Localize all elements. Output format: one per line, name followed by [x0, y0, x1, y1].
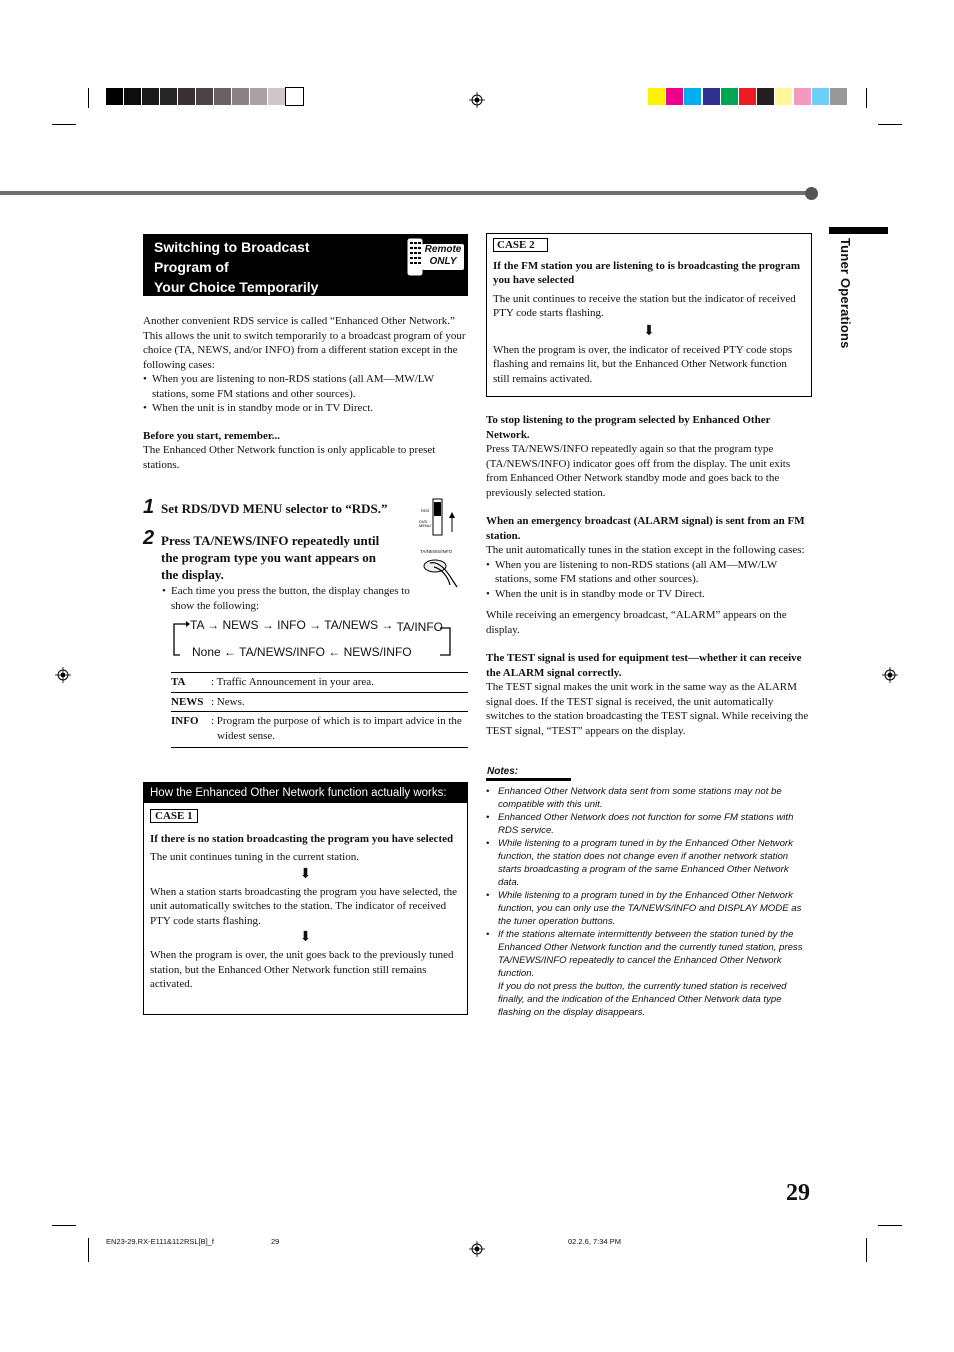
note-item: • While listening to a program tuned in by the Enhanced Other Network function, the station does not change even if another network station starts broadcasting a program of the same Enhanced Other Network data.	[486, 837, 812, 889]
test-text: The TEST signal makes the unit work in the same way as the ALARM signal does. If the TEST signal is received, the unit automatically switches to the station broadcasting the TEST signal. While receiving the TEST signal, “TEST” appears on the display.	[486, 681, 809, 737]
arrow-right-icon: →	[309, 618, 325, 632]
list-item: • When you are listening to non-RDS stations (all AM—MW/LW stations, some FM stations and other sources).	[486, 558, 812, 587]
stop-heading: To stop listening to the program selected by Enhanced Other Network.	[486, 414, 771, 441]
case-paragraph: When the program is over, the indicator of received PTY code stops flashing and remains lit, but the Enhanced Other Network function still remains activated.	[493, 343, 793, 385]
calibration-swatch	[757, 88, 774, 105]
calibration-swatch	[666, 88, 683, 105]
step2-bullet	[162, 584, 422, 613]
calibration-swatch	[684, 88, 701, 105]
note-extra: If you do not press the button, the currently tuned station is received finally, and the indication of the Enhanced Other Network data type flashing on the display disappears.	[498, 981, 787, 1018]
definition-desc: : Program the purpose of which is to impart advice in the widest sense.	[211, 715, 462, 742]
cycle-item: NEWS	[222, 618, 259, 632]
alarm-text: The unit automatically tunes in the station except in the following cases:	[486, 544, 805, 556]
arrow-right-icon: →	[207, 618, 223, 632]
alarm-heading: When an emergency broadcast (ALARM signal) is sent from an FM station.	[486, 515, 805, 542]
calibration-swatch	[794, 88, 811, 105]
how-box-header: How the Enhanced Other Network function actually works:	[144, 783, 467, 803]
definition-desc: : Traffic Announcement in your area.	[211, 676, 374, 688]
registration-mark-icon	[882, 667, 898, 683]
notes-title: Notes:	[486, 766, 571, 781]
definition-desc: : News.	[211, 695, 245, 708]
calibration-swatch	[648, 88, 665, 105]
table-row	[171, 693, 468, 713]
list-item: • When you are listening to non-RDS stations (all AM—MW/LW stations, some FM stations and other sources).	[143, 372, 468, 401]
definition-term: INFO	[171, 715, 199, 727]
calibration-swatch	[106, 88, 123, 105]
cycle-item: TA/NEWS	[324, 618, 379, 632]
list-item: • When the unit is in standby mode or TV Direct.	[486, 587, 812, 602]
crop-mark	[866, 88, 867, 108]
remote-badge-line: Remote	[424, 244, 462, 255]
finger-press-icon	[420, 555, 460, 589]
step-number: 1	[143, 496, 155, 518]
registration-mark-icon	[469, 1241, 485, 1257]
case-heading: If there is no station broadcasting the program you have selected	[150, 832, 454, 845]
cycle-item: TA/NEWS/INFO	[239, 645, 325, 659]
case-paragraph: When the program is over, the unit goes back to the previously tuned station, but the Enhanced Other Network function still remains activated.	[150, 949, 454, 990]
arrow-down-icon: ⬇	[299, 930, 312, 945]
calibration-swatch	[214, 88, 231, 105]
svg-text:MENU: MENU	[419, 523, 431, 528]
calibration-swatch	[830, 88, 847, 105]
remote-only-badge	[422, 244, 464, 270]
calibration-swatch	[250, 88, 267, 105]
calibration-swatch	[286, 88, 303, 105]
definition-term: TA	[171, 676, 186, 688]
footer-file: EN23-29.RX-E111&112RSL[B]_f	[106, 1237, 214, 1246]
footer-page: 29	[271, 1237, 280, 1246]
calibration-swatch	[160, 88, 177, 105]
page-number: 29	[786, 1180, 810, 1206]
crop-mark	[88, 88, 89, 108]
button-label: TA/NEWS/INFO	[420, 549, 453, 554]
before-heading: Before you start, remember...	[143, 429, 280, 442]
section-title-line: Program of	[154, 259, 229, 275]
calibration-swatch	[703, 88, 720, 105]
arrow-down-icon: ⬇	[643, 323, 655, 339]
footer-date: 02.2.6, 7:34 PM	[568, 1237, 621, 1246]
intro-paragraph: Another convenient RDS service is called “Enhanced Other Network.”	[143, 315, 455, 327]
crop-mark	[52, 124, 76, 125]
calibration-swatch	[196, 88, 213, 105]
calibration-swatch	[124, 88, 141, 105]
rds-dvd-selector-icon	[416, 494, 458, 538]
right-text-block	[486, 413, 812, 738]
calibration-swatch	[142, 88, 159, 105]
step-text: Set RDS/DVD MENU selector to “RDS.”	[161, 501, 388, 516]
top-rule	[0, 191, 812, 195]
calibration-swatch	[812, 88, 829, 105]
arrow-right-icon: →	[381, 618, 397, 632]
calibration-swatch	[739, 88, 756, 105]
step-text: Press TA/NEWS/INFO repeatedly until the program type you want appears on the display.	[161, 533, 380, 582]
calibration-swatch	[232, 88, 249, 105]
arrow-down-icon: ⬇	[299, 866, 312, 882]
table-row	[171, 673, 468, 693]
section-title-line: Your Choice Temporarily	[154, 279, 319, 295]
note-item: • While listening to a program tuned in by the Enhanced Other Network function, you can only use the TA/NEWS/INFO and DISPLAY MODE as the tuner operation buttons.	[486, 889, 812, 928]
notes-block	[486, 766, 812, 1019]
stop-text: Press TA/NEWS/INFO repeatedly again so that the program type (TA/NEWS/INFO) indicator goes off from the display. The unit exits from Enhanced Other Network standby mode and goes back to the previously selected station.	[486, 443, 791, 499]
how-it-works-box	[143, 782, 468, 1015]
selector-label: RDS	[421, 508, 430, 513]
cycle-item: INFO	[277, 618, 306, 632]
cycle-item: TA/INFO	[396, 620, 443, 634]
section-title-box	[143, 234, 468, 296]
calibration-swatch	[178, 88, 195, 105]
case-paragraph: The unit continues tuning in the current station.	[150, 851, 359, 863]
case2-box	[486, 233, 812, 397]
list-item: • When the unit is in standby mode or in TV Direct.	[143, 401, 468, 416]
definitions-table	[171, 672, 468, 748]
table-row	[171, 712, 468, 747]
section-title-line: Switching to Broadcast	[154, 239, 310, 255]
side-tab-bar	[829, 227, 888, 234]
arrow-left-icon: ←	[328, 645, 344, 659]
definition-term: NEWS	[171, 695, 204, 708]
case-badge: CASE 2	[493, 238, 548, 252]
cycle-item: TA	[190, 618, 204, 632]
case-paragraph: The unit continues to receive the station but the indicator of received PTY code starts flashing.	[493, 292, 796, 319]
alarm-receiving: While receiving an emergency broadcast, “ALARM” appears on the display.	[486, 609, 787, 636]
calibration-swatch	[721, 88, 738, 105]
note-item: • Enhanced Other Network does not function for some FM stations with RDS service.	[486, 811, 812, 837]
top-rule-end-dot	[805, 187, 818, 200]
case-paragraph: When a station starts broadcasting the program you have selected, the unit automatically switches to the station. The indicator of received PTY code starts flashing.	[150, 885, 457, 927]
cycle-item: None	[192, 645, 221, 659]
list-item: • Each time you press the button, the display changes to show the following:	[162, 584, 422, 613]
crop-mark	[52, 1225, 76, 1226]
calibration-swatch	[268, 88, 285, 105]
crop-mark	[878, 124, 902, 125]
before-text: The Enhanced Other Network function is only applicable to preset stations.	[143, 444, 436, 471]
arrow-right-icon: →	[261, 618, 278, 632]
side-tab-label: Tuner Operations	[838, 238, 853, 349]
case-badge: CASE 1	[150, 809, 198, 823]
svg-text:DVD: DVD	[419, 519, 428, 524]
test-heading: The TEST signal is used for equipment test—whether it can receive the ALARM signal correctly.	[486, 652, 802, 679]
note-item: • Enhanced Other Network data sent from some stations may not be compatible with this unit.	[486, 785, 812, 811]
arrow-left-icon: ←	[224, 645, 240, 659]
cycle-item: NEWS/INFO	[343, 645, 412, 659]
step-number: 2	[143, 527, 155, 549]
intro-block	[143, 314, 468, 472]
registration-mark-icon	[469, 92, 485, 108]
note-item: • If the stations alternate intermittently between the station tuned by the Enhanced Other Network function and the currently tuned station, press TA/NEWS/INFO repeatedly to cancel the Enhanced Other Network function.	[486, 928, 812, 980]
crop-mark	[866, 1238, 867, 1262]
crop-mark	[88, 1238, 89, 1262]
calibration-swatch	[775, 88, 792, 105]
crop-mark	[878, 1225, 902, 1226]
case-heading: If the FM station you are listening to is broadcasting the program you have selected	[493, 259, 801, 286]
remote-badge-line: ONLY	[429, 256, 457, 267]
intro-paragraph: This allows the unit to switch temporarily to a broadcast program of your choice (TA, NEWS, and/or INFO) from a different station except in the following cases:	[143, 329, 466, 371]
registration-mark-icon	[55, 667, 71, 683]
cycle-diagram	[172, 614, 454, 664]
